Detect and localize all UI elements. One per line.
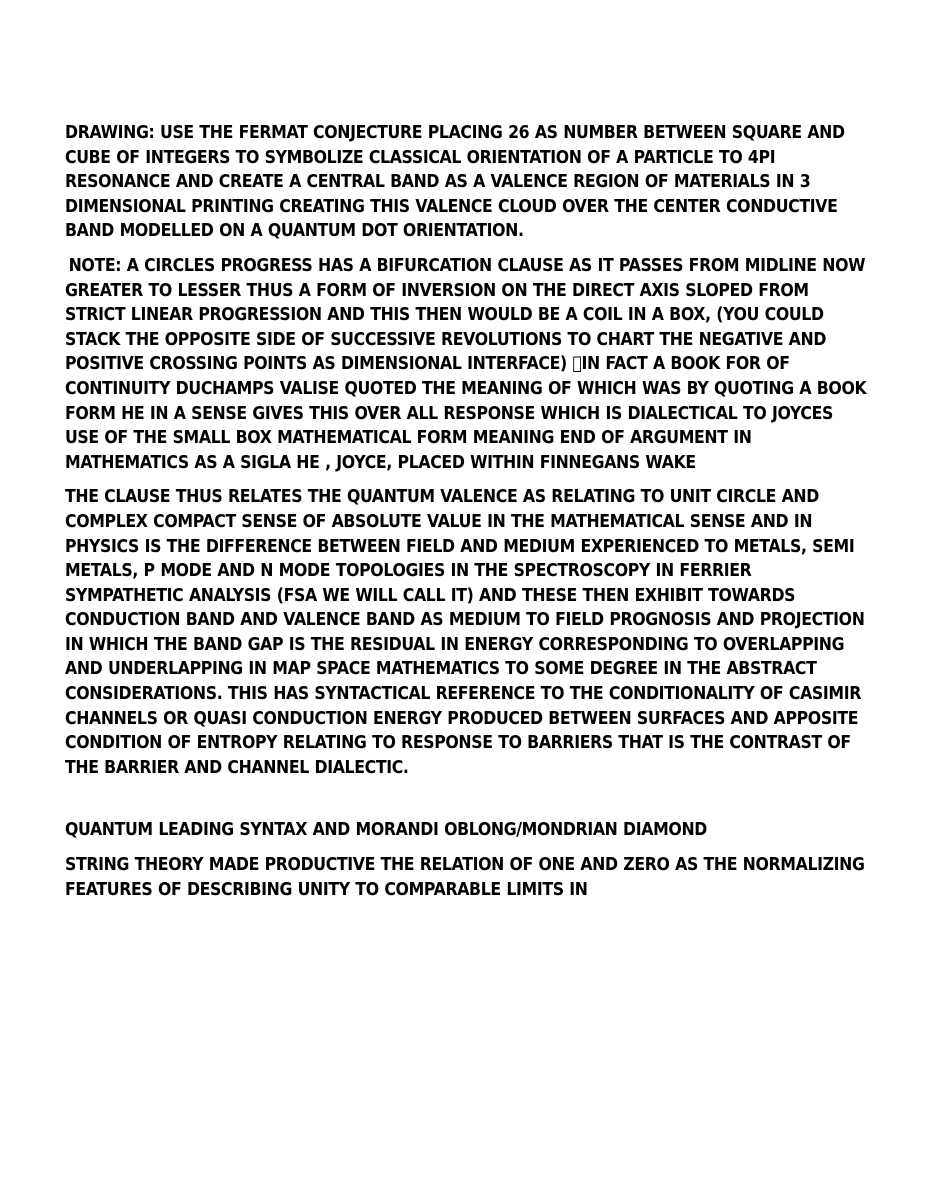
document-page xyxy=(65,121,867,912)
paragraph-note: NOTE: A CIRCLES PROGRESS HAS A BIFURCATION CLAUSE AS IT PASSES FROM MIDLINE NOW GREATER TO LESSER THUS A FORM OF INVERSION ON THE DIRECT AXIS SLOPED FROM STRICT LINEAR PROGRESSION AND THIS THEN WOULD BE A COIL IN A BOX, (YOU COULD STACK THE OPPOSITE SIDE OF SUCCESSIVE REVOLUTIONS TO CHART THE NEGATIVE AND POSITIVE CROSSING POINTS AS DIMENSIONAL INTERFACE)  IN FACT A BOOK FOR OF CONTINUITY DUCHAMPS VALISE QUOTED THE MEANING OF WHICH WAS BY QUOTING A BOOK FORM HE IN A SENSE GIVES THIS OVER ALL RESPONSE WHICH IS DIALECTICAL TO JOYCES USE OF THE SMALL BOX MATHEMATICAL FORM MEANING END OF ARGUMENT IN MATHEMATICS AS A SIGLA HE , JOYCE, PLACED WITHIN FINNEGANS WAKE xyxy=(65,255,867,473)
paragraph-clause: THE CLAUSE THUS RELATES THE QUANTUM VALENCE AS RELATING TO UNIT CIRCLE AND COMPLEX COMPACT SENSE OF ABSOLUTE VALUE IN THE MATHEMATICAL SENSE AND IN PHYSICS IS THE DIFFERENCE BETWEEN FIELD AND MEDIUM EXPERIENCED TO METALS, SEMI METALS, P MODE AND N MODE TOPOLOGIES IN THE SPECTROSCOPY IN FERRIER SYMPATHETIC ANALYSIS (FSA WE WILL CALL IT) AND THESE THEN EXHIBIT TOWARDS CONDUCTION BAND AND VALENCE BAND AS MEDIUM TO FIELD PROGNOSIS AND PROJECTION IN WHICH THE BAND GAP IS THE RESIDUAL IN ENERGY CORRESPONDING TO OVERLAPPING AND UNDERLAPPING IN MAP SPACE MATHEMATICS TO SOME DEGREE IN THE ABSTRACT CONSIDERATIONS. THIS HAS SYNTACTICAL REFERENCE TO THE CONDITIONALITY OF CASIMIR CHANNELS OR QUASI CONDUCTION ENERGY PRODUCED BETWEEN SURFACES AND APPOSITE CONDITION OF ENTROPY RELATING TO RESPONSE TO BARRIERS THAT IS THE CONTRAST OF THE BARRIER AND CHANNEL DIALECTIC. xyxy=(65,487,865,778)
paragraph-drawing: DRAWING: USE THE FERMAT CONJECTURE PLACING 26 AS NUMBER BETWEEN SQUARE AND CUBE OF INTEGERS TO SYMBOLIZE CLASSICAL ORIENTATION OF A PARTICLE TO 4PI RESONANCE AND CREATE A CENTRAL BAND AS A VALENCE REGION OF MATERIALS IN 3 DIMENSIONAL PRINTING CREATING THIS VALENCE CLOUD OVER THE CENTER CONDUCTIVE BAND MODELLED ON A QUANTUM DOT ORIENTATION. xyxy=(65,123,845,242)
paragraph-string-theory: STRING THEORY MADE PRODUCTIVE THE RELATION OF ONE AND ZERO AS THE NORMALIZING FEATURES OF DESCRIBING UNITY TO COMPARABLE LIMITS IN xyxy=(65,855,865,900)
section-heading: QUANTUM LEADING SYNTAX AND MORANDI OBLONG/MONDRIAN DIAMOND xyxy=(65,820,707,841)
